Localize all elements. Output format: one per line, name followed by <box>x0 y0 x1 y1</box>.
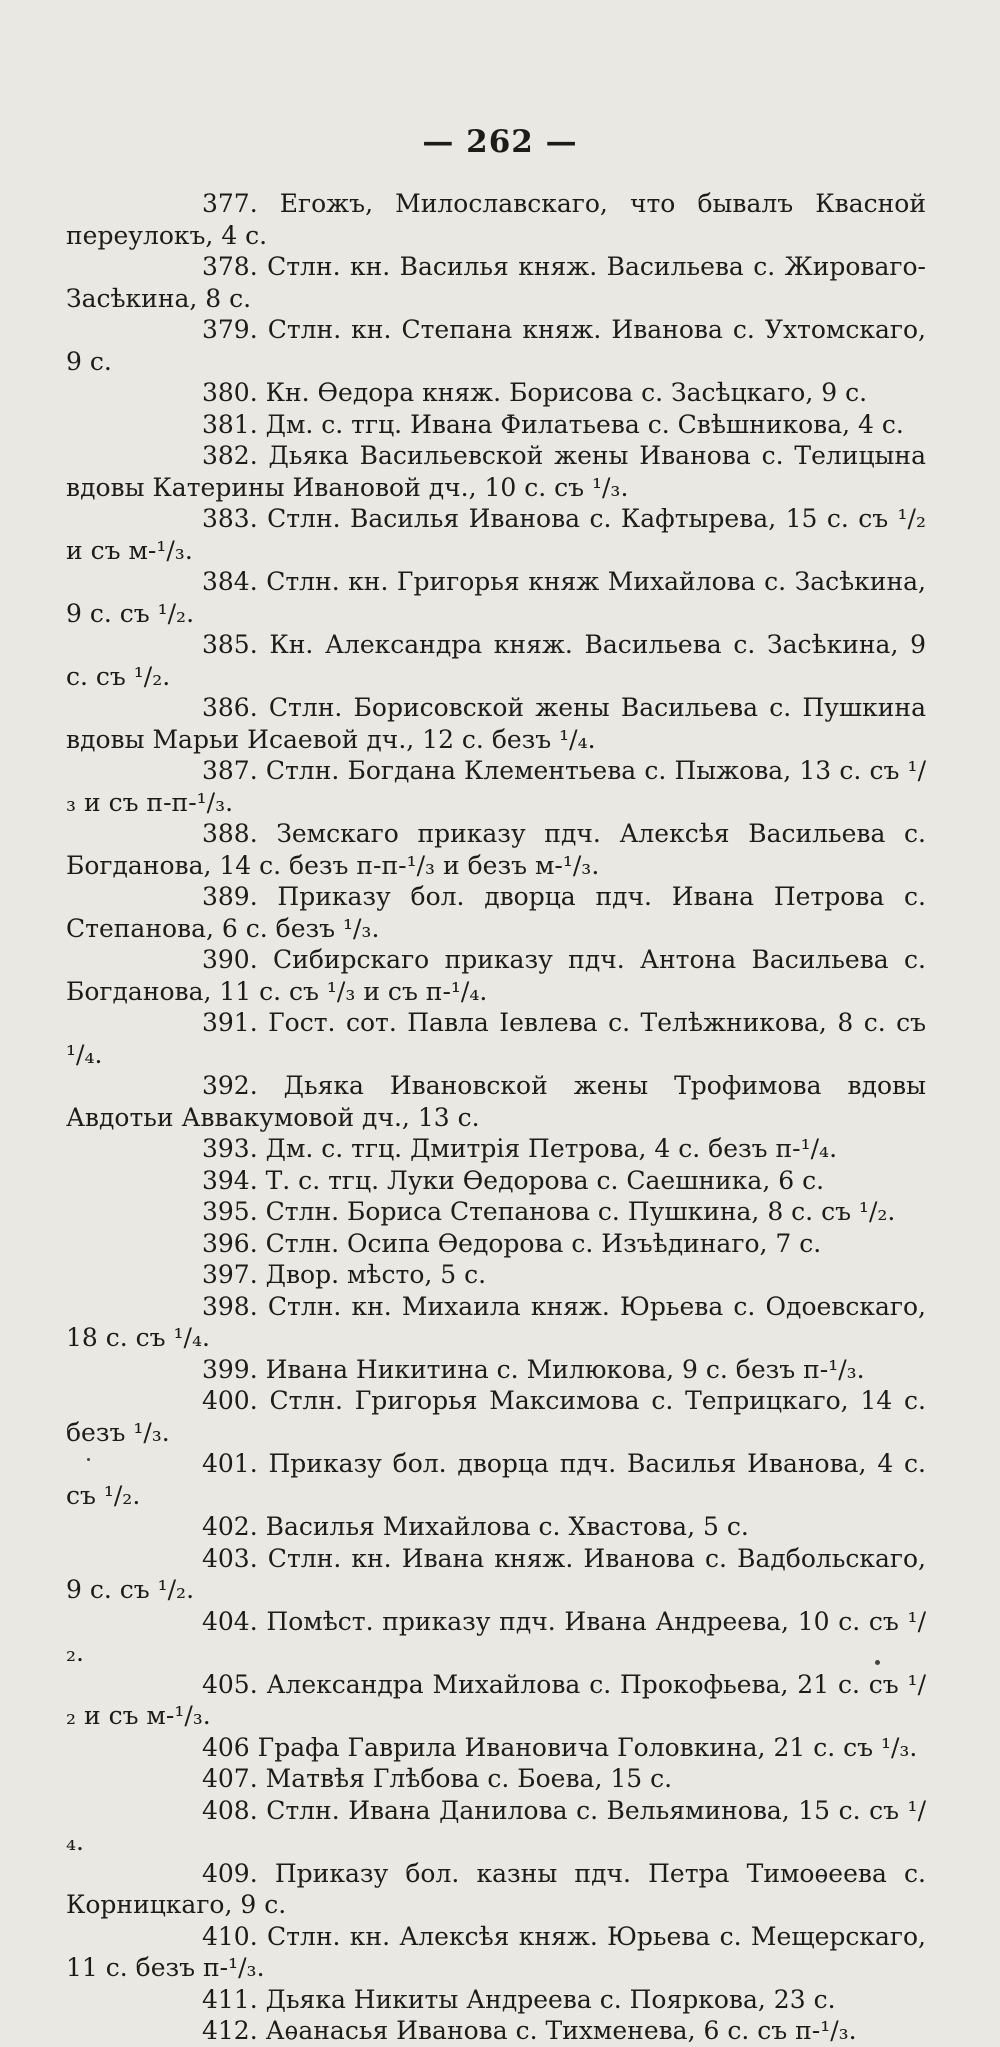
entry-number: 397. <box>202 1260 258 1289</box>
list-item <box>66 377 926 409</box>
list-item <box>66 1385 926 1448</box>
list-item <box>66 409 926 441</box>
entry-number: 384. <box>202 567 258 596</box>
entry-number: 383. <box>202 504 258 533</box>
entry-number: 400. <box>202 1386 258 1415</box>
ink-speck <box>875 1660 880 1665</box>
list-item <box>66 1543 926 1606</box>
list-item <box>66 1795 926 1858</box>
list-item <box>66 1070 926 1133</box>
entry-number: 390. <box>202 945 258 974</box>
entry-text: Стлн. кн. Василья княж. Васильева с. Жироваго-Засѣкина, 8 с. <box>66 252 926 313</box>
entry-text: Кн. Ѳедора княж. Борисова с. Засѣцкаго, 9 с. <box>257 378 868 407</box>
list-item <box>66 1511 926 1543</box>
entry-number: 382. <box>202 441 258 470</box>
entry-text: Помѣст. приказу пдч. Ивана Андреева, 10 с. съ ¹/₂. <box>66 1606 926 1667</box>
list-item <box>66 1259 926 1291</box>
entry-number: 406 <box>202 1732 250 1762</box>
entry-number: 410. <box>202 1921 258 1951</box>
entry-list <box>66 188 926 2047</box>
entry-number: 387. <box>202 756 258 785</box>
entry-number: 388. <box>202 819 258 848</box>
entry-text: Стлн. Бориса Степанова с. Пушкина, 8 с. съ ¹/₂. <box>257 1197 896 1226</box>
entry-text: Дьяка Никиты Андреева с. Пояркова, 23 с. <box>257 1984 836 2014</box>
entry-text: Стлн. Ивана Данилова с. Вельяминова, 15 с. съ ¹/₄. <box>66 1795 926 1856</box>
entry-number: 412. <box>202 2016 258 2045</box>
list-item <box>66 1921 926 1984</box>
entry-number: 380. <box>202 378 258 407</box>
entry-number: 398. <box>202 1291 258 1321</box>
entry-number: 377. <box>202 189 258 218</box>
entry-text: Александра Михайлова с. Прокофьева, 21 с. съ ¹/₂ и съ м-¹/₃. <box>66 1669 926 1730</box>
entry-text: Егожъ, Милославскаго, что бывалъ Квасной переулокъ, 4 с. <box>66 189 926 250</box>
entry-number: 401. <box>202 1449 258 1478</box>
ink-speck <box>87 1458 90 1461</box>
list-item <box>66 1732 926 1764</box>
entry-text: Стлн. кн. Степана княж. Иванова с. Ухтомскаго, 9 с. <box>66 315 926 376</box>
page-number: — 262 — <box>422 124 578 160</box>
entry-number: 391. <box>202 1008 258 1037</box>
entry-number: 405. <box>202 1669 258 1699</box>
entry-number: 386. <box>202 693 258 722</box>
entry-text: Дьяка Ивановской жены Трофимова вдовы Авдотьи Аввакумовой дч., 13 с. <box>66 1071 926 1132</box>
list-item <box>66 1133 926 1165</box>
entry-text: Аѳанасья Иванова с. Тихменева, 6 с. съ п-¹/₃. <box>257 2016 857 2045</box>
list-item <box>66 1669 926 1732</box>
entry-text: Стлн. кн. Григорья княж Михайлова с. Засѣкина, 9 с. съ ¹/₂. <box>66 567 926 628</box>
entry-text: Сибирскаго приказу пдч. Антона Васильева с. Богданова, 11 с. съ ¹/₃ и съ п-¹/₄. <box>66 945 926 1006</box>
list-item <box>66 314 926 377</box>
entry-number: 402. <box>202 1512 258 1541</box>
list-item <box>66 2015 926 2047</box>
list-item <box>66 188 926 251</box>
list-item <box>66 1165 926 1197</box>
list-item <box>66 818 926 881</box>
entry-text: Василья Михайлова с. Хвастова, 5 с. <box>257 1512 749 1541</box>
entry-number: 403. <box>202 1543 258 1573</box>
entry-text: Земскаго приказу пдч. Алексѣя Васильева с. Богданова, 14 с. безъ п-п-¹/₃ и безъ м-¹/₃. <box>66 819 926 880</box>
entry-number: 389. <box>202 882 258 911</box>
list-item <box>66 1196 926 1228</box>
entry-text: Гост. сот. Павла Іевлева с. Телѣжникова, 8 с. съ ¹/₄. <box>66 1008 926 1069</box>
list-item <box>66 566 926 629</box>
entry-text: Ивана Никитина с. Милюкова, 9 с. безъ п-¹/₃. <box>257 1354 865 1384</box>
entry-number: 411. <box>202 1984 258 2014</box>
entry-text: Стлн. Богдана Клементьева с. Пыжова, 13 с. съ ¹/₃ и съ п-п-¹/₃. <box>66 756 926 817</box>
list-item <box>66 1228 926 1260</box>
entry-text: Кн. Александра княж. Васильева с. Засѣкина, 9 с. съ ¹/₂. <box>66 630 926 691</box>
entry-text: Стлн. Борисовской жены Васильева с. Пушкина вдовы Марьи Исаевой дч., 12 с. безъ ¹/₄. <box>66 693 926 754</box>
entry-number: 399. <box>202 1354 258 1384</box>
list-item <box>66 1984 926 2016</box>
entry-text: Стлн. кн. Михаила княж. Юрьева с. Одоевскаго, 18 с. съ ¹/₄. <box>66 1291 926 1352</box>
entry-text: Приказу бол. дворца пдч. Ивана Петрова с. Степанова, 6 с. безъ ¹/₃. <box>66 882 926 943</box>
entry-text: Графа Гаврила Ивановича Головкина, 21 с. съ ¹/₃. <box>249 1732 918 1762</box>
list-item <box>66 629 926 692</box>
list-item <box>66 881 926 944</box>
entry-number: 394. <box>202 1165 258 1195</box>
entry-text: Стлн. Григорья Максимова с. Теприцкаго, 14 с. безъ ¹/₃. <box>66 1386 926 1447</box>
entry-number: 407. <box>202 1764 258 1793</box>
entry-text: Стлн. Осипа Ѳедорова с. Изъѣдинаго, 7 с. <box>257 1228 822 1258</box>
list-item <box>66 755 926 818</box>
entry-number: 381. <box>202 409 258 439</box>
entry-number: 408. <box>202 1795 258 1825</box>
list-item <box>66 440 926 503</box>
entry-text: Дм. с. тгц. Дмитрія Петрова, 4 с. безъ п-¹/₄. <box>257 1134 838 1163</box>
list-item <box>66 944 926 1007</box>
entry-text: Приказу бол. дворца пдч. Василья Иванова, 4 с. съ ¹/₂. <box>66 1449 926 1510</box>
entry-text: Двор. мѣсто, 5 с. <box>257 1260 487 1289</box>
entry-number: 396. <box>202 1228 258 1258</box>
list-item <box>66 1858 926 1921</box>
list-item <box>66 1448 926 1511</box>
entry-text: Стлн. кн. Ивана княж. Иванова с. Вадбольскаго, 9 с. съ ¹/₂. <box>66 1543 926 1604</box>
list-item <box>66 1354 926 1386</box>
list-item <box>66 503 926 566</box>
entry-text: Т. с. тгц. Луки Ѳедорова с. Саешника, 6 с. <box>257 1165 825 1195</box>
list-item <box>66 692 926 755</box>
list-item <box>66 1606 926 1669</box>
entry-number: 393. <box>202 1134 258 1163</box>
entry-text: Приказу бол. казны пдч. Петра Тимоѳеева с. Корницкаго, 9 с. <box>66 1858 926 1919</box>
entry-text: Матвѣя Глѣбова с. Боева, 15 с. <box>257 1764 673 1793</box>
entry-number: 379. <box>202 315 258 344</box>
entry-number: 404. <box>202 1606 258 1636</box>
entry-text: Стлн. Василья Иванова с. Кафтырева, 15 с. съ ¹/₂ и съ м-¹/₃. <box>66 504 926 565</box>
list-item <box>66 251 926 314</box>
entry-text: Дьяка Васильевской жены Иванова с. Телицына вдовы Катерины Ивановой дч., 10 с. съ ¹/₃. <box>66 441 926 502</box>
entry-number: 395. <box>202 1197 258 1226</box>
entry-number: 385. <box>202 630 258 659</box>
list-item <box>66 1007 926 1070</box>
entry-number: 409. <box>202 1858 258 1888</box>
entry-number: 392. <box>202 1071 258 1100</box>
entry-text: Стлн. кн. Алексѣя княж. Юрьева с. Мещерскаго, 11 с. безъ п-¹/₃. <box>66 1921 926 1982</box>
list-item <box>66 1763 926 1795</box>
entry-number: 378. <box>202 252 258 281</box>
list-item <box>66 1291 926 1354</box>
entry-text: Дм. с. тгц. Ивана Филатьева с. Свѣшникова, 4 с. <box>257 409 904 439</box>
